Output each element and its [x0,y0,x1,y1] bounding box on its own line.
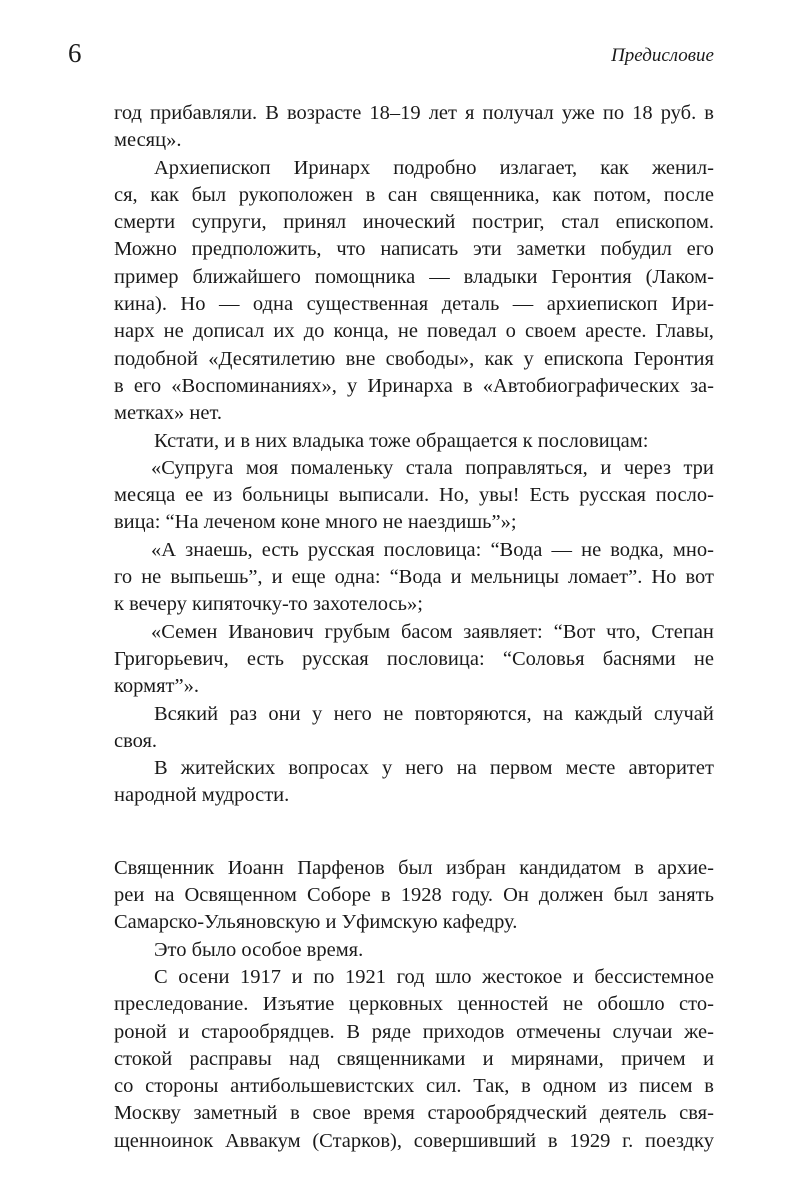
word: не [141,566,162,589]
word: не [581,538,602,561]
word: вне [345,347,376,370]
body-text [114,100,714,1155]
word: ся, [114,183,138,206]
word: Но [180,293,206,316]
word: него [333,702,372,725]
word: отмечены [516,1020,601,1043]
word: священниками [336,1047,466,1070]
word: в [365,183,376,206]
text-line [114,964,714,991]
word: занять [658,884,714,907]
word: приходов [422,1020,505,1043]
word: В [346,1020,361,1043]
text-line [114,182,714,209]
word: — [512,293,534,316]
word: архиепископ [546,293,658,316]
word: его [133,374,162,397]
word: г. [622,1129,634,1152]
word: церковных [348,993,444,1016]
text-line [114,564,714,591]
word: написать [380,238,459,261]
word: потом, [593,183,652,206]
word: своем [525,320,577,343]
word: месяца [114,484,176,507]
word: вопросах [288,757,369,780]
word: случаи [612,1020,673,1043]
word: аресте. [585,320,647,343]
word: был [191,183,227,206]
word: кина). [114,293,167,316]
word: в [704,102,714,124]
word: щенноинок [114,1129,214,1152]
word: и [291,965,303,988]
word: по [313,965,335,988]
word: до [303,320,325,343]
word: и [178,1020,190,1043]
word: и [572,965,584,988]
word: “Вот [553,620,596,643]
word: 1928 [400,884,442,907]
word: мирянами, [510,1047,604,1070]
word: русская [302,647,369,670]
page-number: 6 [68,38,82,68]
text-line [114,1100,714,1127]
word: бессистемное [594,965,714,988]
word: я [465,102,475,124]
word: стал [561,211,600,234]
word: (Лаком- [645,265,714,288]
word: уже [561,102,595,124]
word: как [150,183,179,206]
word: осени [178,965,230,988]
word: из [608,1075,628,1098]
word: 18 [632,102,653,124]
text-line [114,100,714,127]
word: есть [261,538,299,561]
word: ломает”. [568,566,643,589]
word: поправляться, [465,456,588,479]
word: грубым [324,620,391,643]
word: был [613,884,649,907]
word: есть [246,647,284,670]
word: предположить, [191,238,322,261]
word: был [398,856,433,879]
word: 1917 [240,965,282,988]
word: Но, [438,484,470,507]
word: в [462,374,473,397]
word: руб. [660,102,697,124]
text-line [114,346,714,373]
word: старообрядческий [427,1102,588,1125]
word: повторяются, [414,702,532,725]
word: еще [291,566,326,589]
word: в [290,1102,300,1125]
word: у [381,757,393,780]
word: через [623,456,671,479]
word: его [686,238,714,261]
word: заявляет: [463,620,543,643]
word: из [213,484,233,507]
word: вот [685,566,714,589]
word: у [311,702,323,725]
word: как [600,156,629,179]
word: мно- [672,538,714,561]
word: Так, [473,1075,510,1098]
word: нарх [114,320,155,343]
word: шло [435,965,472,988]
text-line [114,482,714,509]
word: иноческий [362,211,456,234]
word: в [521,1075,531,1098]
word: излагает, [499,156,578,179]
word: случай [653,702,714,725]
word: о [505,320,516,343]
word: возрасте [286,102,362,124]
text-line [114,373,714,400]
word: в [704,1075,714,1098]
word: епископа [544,347,624,370]
word: избран [446,856,506,879]
word: году. [451,884,494,907]
word: на [542,702,564,725]
word: в [634,856,645,879]
word: и [702,1047,714,1070]
text-line: к вечеру кипяточку-то захотелось»; [114,593,423,616]
text-line: своя. [114,729,158,752]
word: посло- [655,484,714,507]
word: В [265,102,279,124]
word: кандидатом [519,856,621,879]
word: выписали. [338,484,430,507]
word: эти [473,238,502,261]
word: одном [542,1075,597,1098]
word: обошло [597,993,665,1016]
text-line [114,1073,714,1100]
word: (Старков), [312,1129,402,1152]
word: «Десятилетию [208,347,336,370]
word: Есть [529,484,570,507]
text-line: вица: “На леченом коне много не наездишь”»; [114,511,517,534]
word: Он [503,884,529,907]
text-line: Самарско-Ульяновскую и Уфимскую кафедру. [114,911,518,934]
word: не [383,702,404,725]
word: Москву [114,1102,181,1125]
word: Священник [114,856,215,879]
text-line [114,455,714,482]
word: преследование. [114,993,249,1016]
word: супруги, [191,211,267,234]
word: помощника [314,265,416,288]
word: антибольшевистских [230,1075,415,1098]
word: баснями [602,647,676,670]
word: жестокое [482,965,563,988]
word: год [114,102,142,124]
word: Но [651,566,677,589]
word: пословица: [386,647,485,670]
word: как [484,347,514,370]
section-gap [114,810,714,855]
word: ближайшего [192,265,301,288]
word: «Автобиографических [482,374,680,397]
word: причем [621,1047,686,1070]
word: они [268,702,301,725]
word: должен [538,884,604,907]
word: по [602,102,625,124]
word: постриг, [472,211,545,234]
word: ее [185,484,204,507]
word: стокой [114,1047,173,1070]
text-line: Это было особое время. [154,938,364,961]
word: священника, [429,183,540,206]
word: конца, [333,320,389,343]
word: него [405,757,444,780]
word: как [552,183,581,206]
word: старообрядцев. [201,1020,335,1043]
word: стороны [145,1075,219,1098]
word: поведал [427,320,497,343]
word: Архиепископ [154,156,271,179]
word: Иринарх [293,156,371,179]
word: Соборе [306,884,371,907]
word: над [289,1047,320,1070]
word: “Соловья [502,647,585,670]
word: сто- [679,993,714,1016]
word: принял [283,211,347,234]
word: увы! [479,484,520,507]
word: заметный [193,1102,278,1125]
word: Иванович [228,620,314,643]
word: деталь [441,293,500,316]
word: ценностей [457,993,549,1016]
word: Аввакум [224,1129,301,1152]
word: свя- [679,1102,714,1125]
word: стала [405,456,453,479]
word: лет [428,102,457,124]
word: «Супруга [151,456,234,479]
text-line [114,209,714,236]
word: подробно [393,156,477,179]
text-line [114,855,714,882]
word: — [551,538,572,561]
word: и [271,566,283,589]
word: совершивший [413,1129,537,1152]
word: свое [312,1102,351,1125]
word: — [218,293,240,316]
word: Парфенов [297,856,385,879]
word: побудил [600,238,672,261]
word: после [663,183,714,206]
word: 1929 [569,1129,611,1152]
word: пословица: [383,538,482,561]
word: каждый [574,702,643,725]
word: месте [565,757,616,780]
word: русская [307,538,375,561]
word: авторитет [628,757,714,780]
word: со [114,1075,134,1098]
word: «Воспоминаниях», [171,374,337,397]
word: три [683,456,714,479]
word: за- [689,374,714,397]
text-line: кормят”». [114,675,199,698]
word: Иоанн [227,856,284,879]
word: сил. [426,1075,462,1098]
text-line: народной мудрости. [114,784,290,807]
text-line [114,991,714,1018]
word: 18–19 [369,102,421,124]
word: архие- [657,856,714,879]
word: Главы, [655,320,714,343]
word: рукоположен [238,183,353,206]
text-line: метках» нет. [114,402,223,425]
text-line [114,619,714,646]
text-line [114,236,714,263]
word: первом [489,757,553,780]
word: в [380,884,391,907]
word: сан [387,183,418,206]
word: заметки [516,238,586,261]
word: го [114,566,133,589]
word: не [397,320,418,343]
word: год [396,965,425,988]
word: Геронтия [551,265,632,288]
word: Геронтия [633,347,714,370]
word: дописал [192,320,265,343]
word: русская [579,484,646,507]
word: «Семен [151,620,218,643]
word: Григорьевич, [114,647,229,670]
text-line [114,755,714,782]
word: Ири- [671,293,714,316]
word: смерти [114,211,176,234]
text-line [114,291,714,318]
running-head: Предисловие [611,45,714,66]
word: житейских [180,757,276,780]
text-line [114,264,714,291]
word: их [273,320,295,343]
word: раз [229,702,257,725]
word: Всякий [154,702,219,725]
word: что, [606,620,641,643]
word: Освященном [184,884,297,907]
word: женил- [651,156,714,179]
word: в [547,1129,558,1152]
word: же- [684,1020,714,1043]
word: больницы [242,484,329,507]
word: роной [114,1020,167,1043]
text-line [114,155,714,182]
word: Изъятие [262,993,335,1016]
word: одна: [334,566,381,589]
word: ряде [371,1020,411,1043]
text-line [114,318,714,345]
word: у [523,347,534,370]
word: епископом. [615,211,714,234]
word: в [114,374,124,397]
word: “Вода [490,538,543,561]
word: подобной [114,347,198,370]
word: время [363,1102,415,1125]
word: деятель [599,1102,667,1125]
word: что [336,238,366,261]
word: моя [245,456,279,479]
text-line: месяц». [114,129,182,152]
word: водка, [610,538,664,561]
word: расправы [189,1047,272,1070]
text-line [114,701,714,728]
word: и [482,1047,494,1070]
text-line [114,646,714,673]
word: и [450,566,462,589]
word: мельницы [470,566,559,589]
text-line [114,537,714,564]
word: не [693,647,714,670]
word: «А [151,538,177,561]
text-line [114,1046,714,1073]
word: на [456,757,477,780]
text-line [114,882,714,909]
word: 1921 [345,965,387,988]
word: одна [252,293,294,316]
word: С [154,965,168,988]
word: у [346,374,358,397]
word: реи [114,884,145,907]
text-line: Кстати, и в них владыка тоже обращается к пословицам: [154,429,649,452]
word: свободы», [385,347,475,370]
word: владыки [463,265,538,288]
word: пример [114,265,179,288]
word: “Вода [389,566,442,589]
word: поездку [645,1129,714,1152]
word: прибавляли. [150,102,258,124]
word: на [154,884,175,907]
word: помаленьку [290,456,394,479]
word: писем [639,1075,693,1098]
word: выпьешь”, [170,566,263,589]
word: — [429,265,450,288]
word: и [600,456,612,479]
word: не [562,993,583,1016]
word: существенная [306,293,429,316]
word: басом [400,620,453,643]
word: В [154,757,168,780]
word: знаешь, [185,538,253,561]
word: Можно [114,238,177,261]
word: получал [482,102,554,124]
word: не [163,320,184,343]
word: Степан [651,620,714,643]
text-line [114,1019,714,1046]
text-line [114,1128,714,1155]
word: Иринарха [367,374,453,397]
